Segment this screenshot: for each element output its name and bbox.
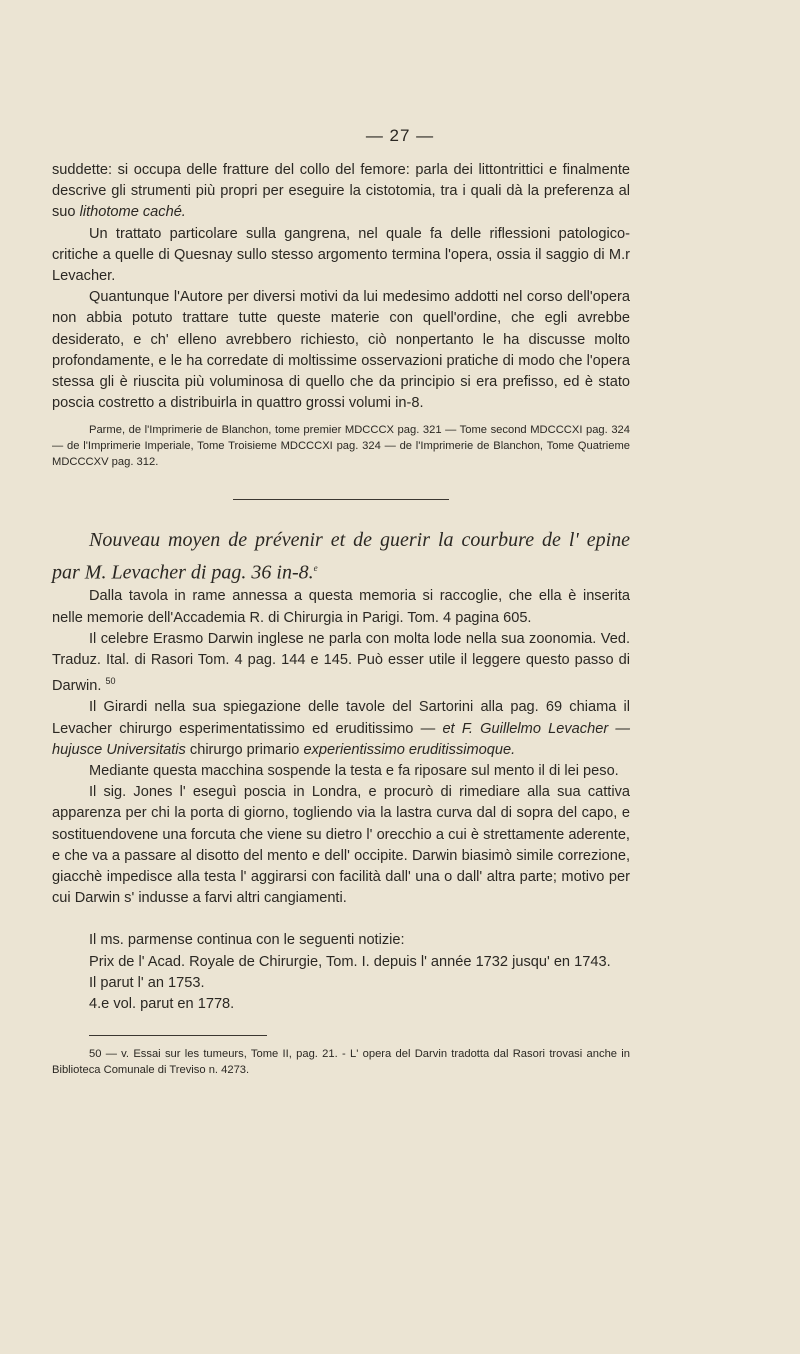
notes-intro: Il ms. parmense continua con le seguenti notizie: xyxy=(89,932,405,949)
section-title-sup: e xyxy=(313,562,318,573)
lithotome-term: lithotome caché. xyxy=(79,204,186,221)
latin-quote-2: experientissimo eruditissimoque. xyxy=(303,741,516,758)
footnote-ref: 50 xyxy=(105,676,116,687)
section-title-text: Nouveau moyen de prévenir et de guerir la courbure de l' epine par M. Levacher di pag. 36 in-8. xyxy=(52,528,630,584)
notes-line-2: Il parut l' an 1753. xyxy=(89,974,205,991)
body-text xyxy=(52,160,630,1078)
chirurgo-text: chirurgo primario xyxy=(189,741,300,758)
latin-quote-1: et F. Guillelmo Levacher — hujusce Universitatis xyxy=(52,720,630,758)
paragraph-2: Un trattato particolare sulla gangrena, nel quale fa delle riflessioni patologico-critiche a quelle di Quesnay sullo stesso argomento termina l'opera, ossia il saggio di M.r Levacher. xyxy=(52,225,630,285)
paragraph-1-text: suddette: si occupa delle fratture del collo del femore: parla dei littontrittici e finalmente descrive gli strumenti più propri per eseguire la cistotomia, tra i quali dà la preferenza al suo xyxy=(52,162,630,221)
section-paragraph-3 xyxy=(52,697,630,761)
footnote-divider xyxy=(89,1035,267,1036)
paragraph-1 xyxy=(52,160,630,224)
section-title xyxy=(52,526,630,587)
section-paragraph-2-text: Il celebre Erasmo Darwin inglese ne parla con molta lode nella sua zoonomia. Ved. Traduz. Ital. di Rasori Tom. 4 pag. 144 e 145. Può esser utile il leggere questo passo di Darwin. xyxy=(52,630,630,695)
section-paragraph-4: Mediante questa macchina sospende la testa e fa riposare sul mento il di lei peso. xyxy=(89,762,619,779)
section-paragraph-5: Il sig. Jones l' eseguì poscia in Londra, e procurò di rimediare alla sua cattiva apparenza per chi la porta di giorno, togliendo via la lastra curva dal di sopra del capo, e sostituendovene una forcuta che viene su dietro l' orecchio a cui è strettamente aderente, e che va a passare al disotto del mento e dell' occipite. Darwin biasimò simile correzione, giacchè impedisce alla testa l' aggirarsi con facilità dall' una o dall' altra parte; motivo per cui Darwin s' indusse a farvi altri cangiamenti. xyxy=(52,784,630,907)
footnote: 50 — v. Essai sur les tumeurs, Tome II, pag. 21. - L' opera del Darvin tradotta dal Rasori trovasi anche in Biblioteca Comunale di Treviso n. 4273. xyxy=(52,1048,630,1077)
section-paragraph-2 xyxy=(52,629,630,697)
edition-note: Parme, de l'Imprimerie de Blanchon, tome premier MDCCCX pag. 321 — Tome second MDCCCXI pag. 324 — de l'Imprimerie Imperiale, Tome Troisieme MDCCCXI pag. 324 — de l'Imprimerie de Blanchon, Tome Quatrieme MDCCCXV pag. 312. xyxy=(52,424,630,469)
page-number: — 27 — xyxy=(365,126,435,145)
spacer xyxy=(52,909,630,930)
section-divider xyxy=(233,499,449,500)
notes-line-1: Prix de l' Acad. Royale de Chirurgie, Tom. I. depuis l' année 1732 jusqu' en 1743. xyxy=(89,953,611,970)
paragraph-3: Quantunque l'Autore per diversi motivi da lui medesimo addotti nel corso dell'opera non abbia potuto trattare tutte queste materie con quell'ordine, che egli avrebbe desiderato, e ch' elleno avrebbero richiesto, ciò nonpertanto le ha discusse molto profondamente, e le ha corredate di moltissime osservazioni pratiche di modo che l'opera stessa gli è riuscita più voluminosa di quello che da principio si era prefisso, ed è stato poscia costretto a distribuirla in quattro grossi volumi in-8. xyxy=(52,289,630,412)
section-paragraph-1: Dalla tavola in rame annessa a questa memoria si raccoglie, che ella è inserita nelle memorie dell'Accademia R. di Chirurgia in Parigi. Tom. 4 pagina 605. xyxy=(52,588,630,626)
notes-line-3: 4.e vol. parut en 1778. xyxy=(89,996,235,1012)
girardi-text: Il Girardi nella sua spiegazione delle tavole del Sartorini alla pag. 69 chiama il Levacher chirurgo esperimentatissimo ed eruditissimo — xyxy=(52,699,630,737)
